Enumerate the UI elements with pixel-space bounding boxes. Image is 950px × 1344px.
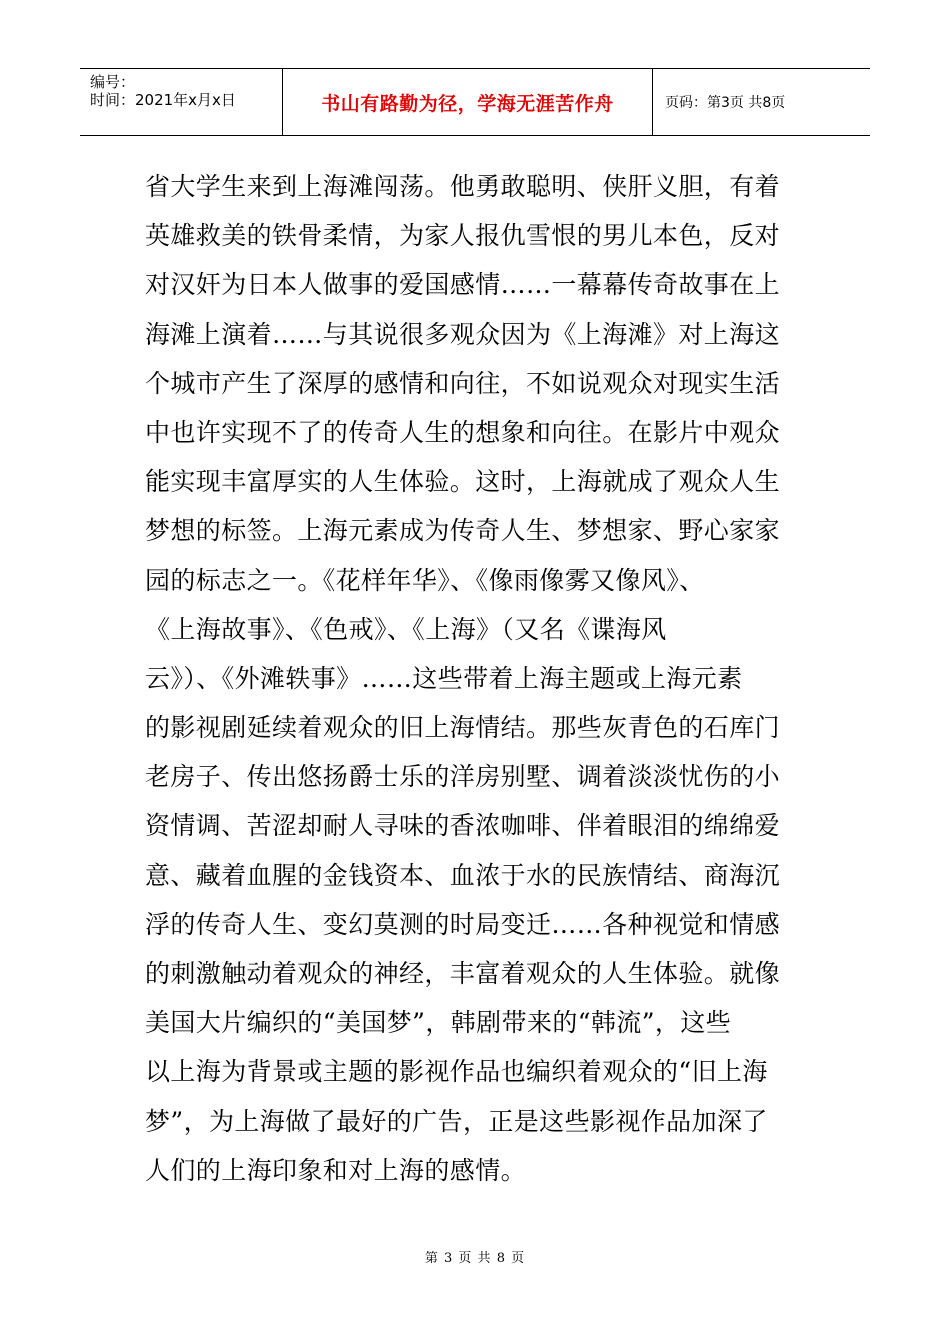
text-line: 个城市产生了深厚的感情和向往，不如说观众对现实生活: [145, 368, 781, 398]
text-line: 《上海故事》、《色戒》、《上海》（又名《谍海风: [145, 614, 667, 644]
text-line: 的刺激触动着观众的神经，丰富着观众的人生体验。就像: [145, 959, 781, 988]
header-motto-cell: [283, 69, 653, 135]
text-line: 的影视剧延续着观众的旧上海情结。那些灰青色的石库门: [145, 713, 781, 743]
text-line: 梦”，为上海做了最好的广告，正是这些影视作品加深了: [145, 1106, 768, 1136]
header-motto: 书山有路勤为径，学海无涯苦作舟: [321, 92, 614, 115]
text-line: 老房子、传出悠扬爵士乐的洋房别墅、调着淡淡忧伤的小: [145, 762, 781, 792]
document-code-label: 编号：: [90, 73, 136, 91]
text-line: 能实现丰富厚实的人生体验。这时，上海就成了观众人生: [145, 467, 781, 497]
text-line: 人们的上海印象和对上海的感情。: [145, 1155, 527, 1185]
body-paragraph: [145, 162, 810, 1195]
text-line: 对汉奸为日本人做事的爱国感情……一幕幕传奇故事在上: [145, 270, 781, 300]
text-line: 美国大片编织的“美国梦”，韩剧带来的“韩流”，这些: [145, 1008, 732, 1038]
document-date: 时间：2021年x月x日: [90, 91, 236, 109]
footer-page-number: 第 3 页 共 8 页: [424, 1251, 526, 1266]
text-line: 园的标志之一。《花样年华》、《像雨像雾又像风》、: [145, 565, 705, 595]
text-line: 省大学生来到上海滩闯荡。他勇敢聪明、侠肝义胆，有着: [145, 172, 781, 201]
text-line: 以上海为背景或主题的影视作品也编织着观众的“旧上海: [145, 1057, 768, 1087]
text-line: 资情调、苦涩却耐人寻味的香浓咖啡、伴着眼泪的绵绵爱: [145, 811, 781, 841]
text-line: 意、藏着血腥的金钱资本、血浓于水的民族情结、商海沉: [145, 860, 781, 890]
header-meta: [80, 69, 283, 135]
text-line: 海滩上演着……与其说很多观众因为《上海滩》对上海这: [145, 319, 781, 349]
page-header: [80, 68, 870, 136]
text-line: 云》）、《外滩轶事》……这些带着上海主题或上海元素: [145, 663, 743, 693]
header-page-info: 页码：第3页 共8页: [665, 95, 786, 111]
header-page-info-cell: [653, 69, 870, 135]
text-line: 英雄救美的铁骨柔情，为家人报仇雪恨的男儿本色，反对: [145, 221, 781, 251]
text-line: 梦想的标签。上海元素成为传奇人生、梦想家、野心家家: [145, 516, 781, 546]
page-footer: [0, 1247, 950, 1266]
text-line: 中也许实现不了的传奇人生的想象和向往。在影片中观众: [145, 417, 781, 447]
text-line: 浮的传奇人生、变幻莫测的时局变迁……各种视觉和情感: [145, 909, 781, 939]
